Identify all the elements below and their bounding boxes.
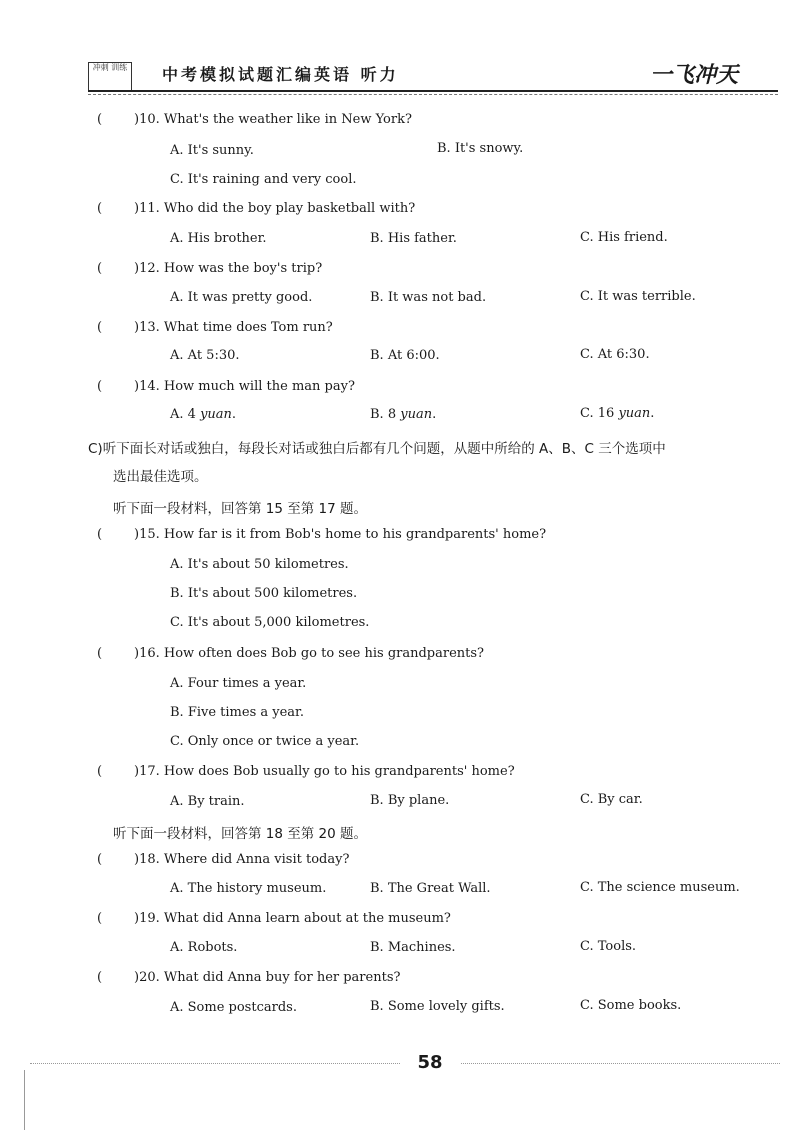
q11-option-b: B. His father.: [370, 231, 457, 246]
question-14: )14. How much will the man pay?: [134, 379, 355, 394]
q17-option-a: A. By train.: [170, 794, 245, 809]
q14-option-c: [580, 406, 654, 421]
q14-option-a-dot: .: [231, 407, 237, 422]
page-number: 58: [400, 1052, 460, 1073]
question-13: )13. What time does Tom run?: [134, 320, 333, 335]
q13-option-b: B. At 6:00.: [370, 348, 440, 363]
q14-option-c-label: C. 16: [580, 406, 619, 421]
q12-option-c: C. It was terrible.: [580, 289, 696, 304]
q14-option-b-label: B. 8: [370, 407, 401, 422]
question-15: )15. How far is it from Bob's home to his grandparents' home?: [134, 527, 547, 542]
q15-option-c: C. It's about 5,000 kilometres.: [170, 615, 370, 630]
q12-option-a: A. It was pretty good.: [170, 290, 313, 305]
q15-option-a: A. It's about 50 kilometres.: [170, 557, 349, 572]
q19-option-b: B. Machines.: [370, 940, 456, 955]
question-18: )18. Where did Anna visit today?: [134, 852, 350, 867]
answer-paren: (: [97, 527, 103, 542]
answer-paren: (: [97, 320, 103, 335]
answer-paren: (: [97, 201, 103, 216]
book-title: 中考模拟试题汇编英语 听力: [162, 65, 399, 84]
answer-paren: (: [97, 112, 103, 127]
q14-option-c-dot: .: [650, 406, 655, 421]
question-20: )20. What did Anna buy for her parents?: [134, 970, 401, 985]
q13-option-c: C. At 6:30.: [580, 347, 650, 362]
series-logo: 冲刺 训练: [88, 62, 132, 92]
header-dashed-rule: [88, 94, 778, 95]
q14-option-b-unit: yuan: [400, 407, 433, 422]
q20-option-b: B. Some lovely gifts.: [370, 999, 505, 1014]
q11-option-c: C. His friend.: [580, 230, 668, 245]
q11-option-a: A. His brother.: [170, 231, 267, 246]
question-17: )17. How does Bob usually go to his grandparents' home?: [134, 764, 515, 779]
q18-option-b: B. The Great Wall.: [370, 881, 491, 896]
q12-option-b: B. It was not bad.: [370, 290, 487, 305]
header-rule: [88, 90, 778, 92]
q10-option-a: A. It's sunny.: [170, 143, 254, 158]
q13-option-a: A. At 5:30.: [170, 348, 240, 363]
brand-name: 一飞冲天: [650, 63, 739, 88]
q19-option-a: A. Robots.: [170, 940, 238, 955]
q17-option-b: B. By plane.: [370, 793, 450, 808]
question-11: )11. Who did the boy play basketball with?: [134, 201, 416, 216]
answer-paren: (: [97, 852, 103, 867]
group-1-instruction: 听下面一段材料，回答第 15 至第 17 题。: [113, 501, 368, 517]
answer-paren: (: [97, 970, 103, 985]
q18-option-c: C. The science museum.: [580, 880, 740, 895]
answer-paren: (: [97, 764, 103, 779]
q16-option-c: C. Only once or twice a year.: [170, 734, 360, 749]
answer-paren: (: [97, 379, 103, 394]
q14-option-a-label: A. 4: [170, 407, 201, 422]
q14-option-a-unit: yuan: [200, 407, 232, 422]
group-2-instruction: 听下面一段材料，回答第 18 至第 20 题。: [113, 826, 368, 842]
answer-paren: (: [97, 911, 103, 926]
q19-option-c: C. Tools.: [580, 939, 637, 954]
q20-option-a: A. Some postcards.: [170, 1000, 297, 1015]
question-16: )16. How often does Bob go to see his grandparents?: [134, 646, 485, 661]
q14-option-c-unit: yuan: [618, 406, 651, 421]
question-10: )10. What's the weather like in New York?: [134, 112, 412, 127]
question-12: )12. How was the boy's trip?: [134, 261, 323, 276]
q17-option-c: C. By car.: [580, 792, 643, 807]
q10-option-b: B. It's snowy.: [437, 141, 524, 156]
q14-option-a: [170, 407, 236, 422]
question-19: )19. What did Anna learn about at the museum?: [134, 911, 451, 926]
page-edge: [24, 1070, 25, 1130]
answer-paren: (: [97, 646, 103, 661]
q14-option-b: [370, 407, 436, 422]
q16-option-b: B. Five times a year.: [170, 705, 304, 720]
q18-option-a: A. The history museum.: [170, 881, 327, 896]
q15-option-b: B. It's about 500 kilometres.: [170, 586, 358, 601]
section-instruction-line1: C)听下面长对话或独白，每段长对话或独白后都有几个问题，从题中所给的 A、B、C 三个选项中: [88, 441, 666, 457]
q20-option-c: C. Some books.: [580, 998, 682, 1013]
q10-option-c: C. It's raining and very cool.: [170, 172, 357, 187]
page-header: [0, 0, 800, 95]
q14-option-b-dot: .: [432, 407, 437, 422]
answer-paren: (: [97, 261, 103, 276]
q16-option-a: A. Four times a year.: [170, 676, 307, 691]
section-instruction-line2: 选出最佳选项。: [113, 469, 208, 485]
